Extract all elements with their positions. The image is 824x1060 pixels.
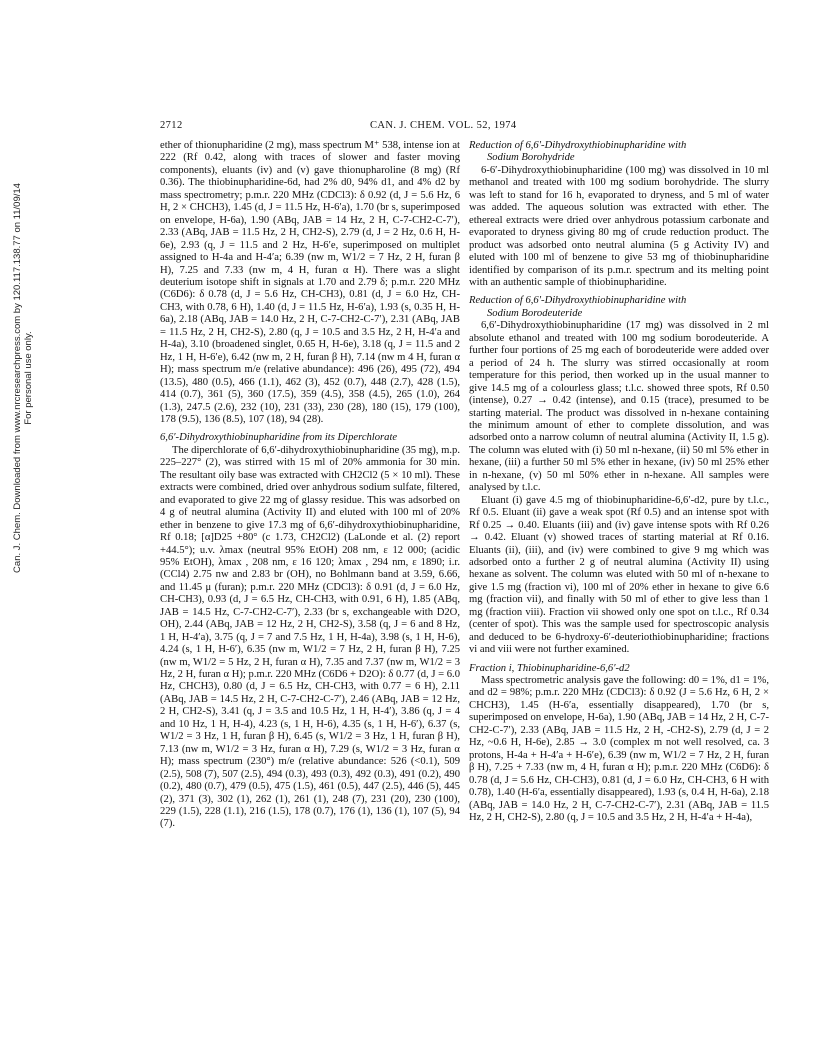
section-heading-borohydride bbox=[469, 140, 769, 165]
paragraph-eluants: Eluant (i) gave 4.5 mg of thiobinupharidine-6,6′-d2, pure by t.l.c., Rf 0.5. Eluant (ii) gave a weak spot (Rf 0.5) and an intense spot with Rf 0.25 → 0.40. Eluants (iii) and (iv) gave intense spots with Rf 0.26 → 0.42. Eluant (v) showed traces of starting material at Rf 0.16. Eluants (ii), (iii), and (iv) were combined to give 9 mg which was adsorbed onto a further 2 g of neutral alumina (Activity II) using hexane as solvent. The column was eluted with 50 ml of n-hexane to give 1.5 mg (fraction vi), 100 ml of 20% ether in hexane to give 6.6 mg (fraction vii), and finally with 50 ml of ether to give less than 1 mg (fraction viii). Fraction vii showed only one spot on t.l.c., Rf 0.34 (center of spot). This was the sample used for spectroscopic analysis and deduced to be 6-hydroxy-6′-deuteriothiobinupharidine; fractions vi and viii were not further examined. bbox=[469, 494, 769, 656]
watermark-line-1: Can. J. Chem. Downloaded from www.nrcresearchpress.com by 120.117.138.77 on 11/09/14 bbox=[12, 183, 23, 573]
download-watermark bbox=[4, 118, 40, 638]
paragraph-fraction-i: Mass spectrometric analysis gave the following: d0 = 1%, d1 = 1%, and d2 = 98%; p.m.r. 220 MHz (CDCl3): δ 0.92 (J = 5.6 Hz, 6 H, 2 × CHCH3), 1.45 (H-6′a, essentially disappeared), 1.70 (br s, superimposed on envelope, H-6a), 1.90 (ABq, JAB = 14 Hz, 2 H, C-7-CH2-C-7′), 2.33 (ABq, JAB = 11.5 Hz, 2 H, -CH2-S), 2.79 (d, J = 2 Hz, ~0.6 H, H-6e), 2.85 → 3.0 (complex m not well resolved, ca. 3 protons, H-4a + H-4′a + H-6′e), 6.39 (nw m, W1/2 = 7 Hz, 2 H, furan β H), 7.25 + 7.33 (nw m, 4 H, furan α H); p.m.r. 220 MHz (C6D6): δ 0.78 (d, J = 5.6 Hz, CH-CH3), 0.81 (d, J = 6.0 Hz, CH-CH3, 6 H with 0.78), 1.40 (H-6′a, essentially disappeared), 1.93 (s, 0.4 H, H-6a), 2.18 (ABq, JAB = 14.0 Hz, 2 H, C-7-CH2-C-7′), 2.31 (ABq, JAB = 11.5 Hz, 2 H, CH2-S), 2.80 (q, J = 10.5 and 3.5 Hz, 2 H, H-4′a + H-4a), bbox=[469, 675, 769, 824]
heading-line: Sodium Borohydride bbox=[487, 152, 575, 164]
left-column bbox=[160, 140, 460, 831]
heading-line: Sodium Borodeuteride bbox=[487, 307, 583, 319]
heading-line: Reduction of 6,6′-Dihydroxythiobinupharidine with bbox=[469, 295, 687, 307]
right-column bbox=[469, 140, 769, 824]
paragraph-borodeuteride: 6,6′-Dihydroxythiobinupharidine (17 mg) was dissolved in 2 ml absolute ethanol and treated with 100 mg sodium borodeuteride. A further four portions of 25 mg each of borodeuteride were added over a period of 24 h. The slurry was stirred occasionally at room temperature for this period, then worked up in the usual manner to give 14.5 mg of a colourless glass; t.l.c. showed three spots, Rf 0.50 (intense), 0.27 → 0.42 (intense), and 0.15 (trace), presumed to be starting material. The product was dissolved in n-hexane containing the minimum amount of ether to complete dissolution, and was adsorbed onto a narrow column of neutral alumina (Activity II, 1.5 g). The column was eluted with (i) 50 ml n-hexane, (ii) 50 ml 5% ether in hexane, (iii) a further 50 ml 5% ether in hexane, (iv) 50 ml 25% ether in n-hexane, (v) 50 ml 50% ether in n-hexane. All samples were analysed by t.l.c. bbox=[469, 320, 769, 494]
running-head bbox=[160, 120, 770, 136]
paragraph-borohydride: 6-6′-Dihydroxythiobinupharidine (100 mg) was dissolved in 10 ml methanol and treated with 100 mg sodium borohydride. The slurry was left to stand for 16 h, evaporated to dryness, and 5 ml of water was added. The aqueous solution was extracted with ether. The ethereal extracts were dried over anhydrous potassium carbonate and evaporated to dryness giving 80 mg of crude reduction product. The product was adsorbed onto neutral alumina (5 g Activity IV) and eluted with 100 ml of benzene to give 53 mg of thiobinupharidine identified by comparison of its p.m.r. spectrum and its melting point with an authentic sample of thiobinupharidine. bbox=[469, 164, 769, 288]
section-heading-borodeuteride bbox=[469, 295, 769, 320]
journal-citation: CAN. J. CHEM. VOL. 52, 1974 bbox=[370, 120, 517, 131]
section-heading-fraction-i: Fraction i, Thiobinupharidine-6,6′-d2 bbox=[469, 662, 630, 674]
paragraph-diperchlorate: The diperchlorate of 6,6′-dihydroxythiobinupharidine (35 mg), m.p. 225–227° (2), was stirred with 15 ml of 20% ammonia for 30 min. The resultant oily base was extracted with CH2Cl2 (5 × 10 ml). These extracts were combined, dried over anhydrous sodium sulfate, filtered, and evaporated to give 22 mg of glassy residue. This was adsorbed on 4 g of neutral alumina (Activity II) and eluted with 100 ml of 20% ether in benzene to give 17.3 mg of 6,6′-dihydroxythiobinupharidine, Rf 0.18; [α]D25 +80° (c 1.73, CH2Cl2) (LaLonde et al. (2) report +44.5°); u.v. λmax (neutral 95% EtOH) 208 nm, ε 12 000; (acidic 95% EtOH), λmax , 208 nm, ε 16 120; λmax , 294 nm, ε 1890; i.r. (CCl4) 2.75 nw and 2.83 br (OH), no Bohlmann band at 3.59, 6.66, and 11.45 μ (furan); p.m.r. 220 MHz (CDCl3): δ 0.91 (d, J = 6.0 Hz, CH-CH3), 0.93 (d, J = 6.5 Hz, CH-CH3, with 0.91, 6 H), 1.85 (ABq, JAB = 14.5 Hz, C-7-CH2-C-7′), 2.33 (br s, exchangeable with D2O, OH), 2.44 (ABq, JAB = 12 Hz, 2 H, CH2-S), 3.58 (q, J = 6 and 8 Hz, 1 H, H-4′a), 3.75 (q, J = 7 and 7.5 Hz, 1 H, H-4a), 3.98 (s, 1 H, H-6), 4.24 (s, 1 H, H-6′), 6.35 (nw m, W1/2 = 7 Hz, 2 H, furan β H), 7.25 (nw m, W1/2 = 5 Hz, 2 H, furan α H), 7.35 and 7.37 (nw m, W1/2 = 3 Hz, 2 H, furan α H); p.m.r. 220 MHz (C6D6 + D2O): δ 0.77 (d, J = 6.0 Hz, CHCH3), 0.80 (d, J = 6.5 Hz, CH-CH3, with 0.77 = 6 H), 2.11 (ABq, JAB = 14.5 Hz, 2 H, C-7-CH2-C-7′), 2.46 (ABq, JAB = 12 Hz, 2 H, CH2-S), 3.41 (q, J = 3.5 and 10.5 Hz, 1 H, H-4′), 3.86 (q, J = 4 and 10 Hz, 1 H, H-4), 4.23 (s, 1 H, H-6), 4.35 (s, 1 H, H-6′), 6.37 (s, W1/2 = 3 Hz, 1 H, furan β H), 6.45 (s, W1/2 = 3 Hz, 1 H, furan β H), 7.13 (nw m, W1/2 = 3 Hz, furan α H), 7.29 (s, W1/2 = 3 Hz, furan α H); mass spectrum (230°) m/e (relative abundance: 526 (<0.1), 509 (2.5), 508 (7), 507 (2.5), 494 (0.3), 493 (0.3), 492 (0.3), 491 (0.2), 490 (0.2), 480 (0.7), 479 (0.5), 475 (1.5), 461 (0.5), 447 (2.5), 446 (5), 445 (2), 371 (3), 302 (1), 262 (1), 261 (1), 248 (7), 231 (20), 230 (100), 229 (1.5), 228 (1.1), 216 (1.5), 178 (0.7), 176 (1), 136 (1), 107 (5), 94 (7). bbox=[160, 444, 460, 830]
watermark-line-2: For personal use only. bbox=[23, 331, 34, 425]
paragraph-continued-ether: ether of thionupharidine (2 mg), mass spectrum M⁺ 538, intense ion at 222 (Rf 0.42, along with traces of slower and faster moving components), eluants (iv) and (v) gave thionupharoline (8 mg) (Rf 0.36). The thiobinupharidine-6d, had 2% d0, 94% d1, and 4% d2 by mass spectrometry; p.m.r. 220 MHz (CDCl3): δ 0.92 (d, J = 5.6 Hz, 6 H, 2 × CHCH3), 1.45 (d, J = 11.5 Hz, H-6′a), 1.70 (br s, superimposed on envelope, H-6a), 1.90 (ABq, JAB = 14 Hz, 2 H, C-7-CH2-C-7′), 2.33 (ABq, JAB = 11.5 Hz, 2 H, CH2-S), 2.79 (d, J = 2 Hz, 0.6 H, H-6e), 2.93 (q, J = 11.5 and 2 Hz, H-6′e, superimposed on multiplet assigned to H-4a and H-4′a; 6.39 (nw m, W1/2 = 7 Hz, 2 H, furan β H), 7.25 and 7.33 (nw m, 4 H, furan α H). There was a slight deuterium isotope shift in signals at 1.70 and 2.79 δ; p.m.r. 220 MHz (C6D6): δ 0.78 (d, J = 5.6 Hz, CH-CH3), 0.81 (d, J = 6.0 Hz, CH-CH3, with 0.78, 6 H), 1.40 (d, J = 11.5 Hz, H-6′a), 1.93 (s, 0.35 H, H-6a), 2.18 (ABq, JAB = 14.0 Hz, 2 H, C-7-CH2-C-7′), 2.31 (ABq, JAB = 11.5 Hz, 2 H, CH2-S), 2.80 (q, J = 10.5 and 3.5 Hz, 2 H, H-4′a and H-4a), 3.10 (broadened singlet, 0.65 H, H-6e), 3.18 (q, J = 11.5 and 2 Hz, 1 H, H-6′e), 6.42 (nw m, 2 H, furan β H), 7.14 (nw m 4 H, furan α H); mass spectrum m/e (relative abundance): 496 (26), 495 (72), 494 (13.5), 480 (0.5), 466 (1.1), 462 (3), 452 (0.7), 448 (2.7), 428 (1.5), 414 (0.7), 361 (5), 360 (17.5), 359 (4.5), 358 (4.5), 265 (1.0), 264 (1.3), 247.5 (2.6), 232 (10), 231 (33), 230 (28), 180 (15), 179 (100), 178 (9.5), 136 (8.5), 107 (18), 94 (28). bbox=[160, 140, 460, 425]
heading-line: Reduction of 6,6′-Dihydroxythiobinupharidine with bbox=[469, 140, 687, 151]
section-heading-diperchlorate: 6,6′-Dihydroxythiobinupharidine from its Diperchlorate bbox=[160, 432, 398, 444]
page-number: 2712 bbox=[160, 120, 183, 131]
